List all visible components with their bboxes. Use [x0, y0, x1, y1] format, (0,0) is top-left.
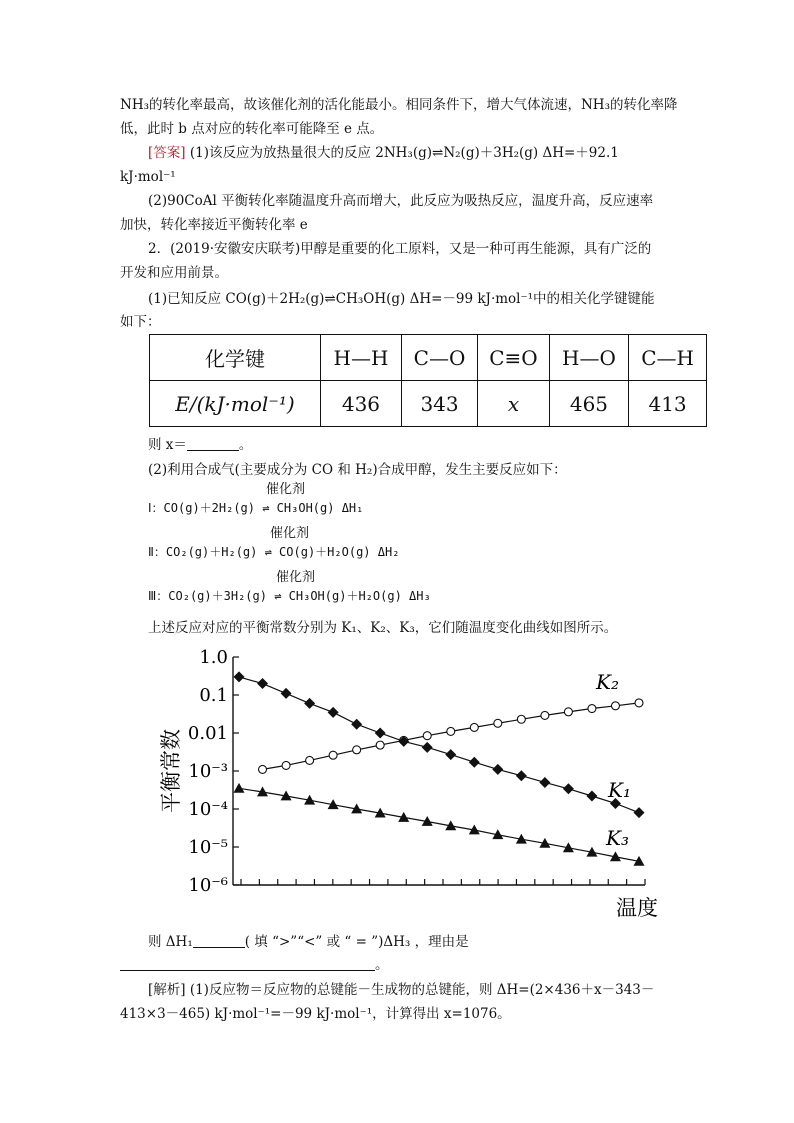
data-point-circle: [259, 765, 267, 773]
data-point-diamond: [257, 678, 268, 689]
data-point-circle: [306, 756, 314, 764]
answer-line: [148, 143, 619, 163]
series-label-K₃: K₃: [606, 826, 629, 850]
answer-blank-reason[interactable]: [120, 956, 375, 971]
text-line-5: (2)90CoAl 平衡转化率随温度升高而增大，此反应为吸热反应，温度升高，反应速率: [148, 193, 654, 209]
table-cell: 343: [401, 381, 477, 427]
blank-x-line: [148, 435, 252, 455]
data-point-diamond: [516, 770, 527, 781]
table-header-cell: 化学键: [150, 335, 321, 381]
series-line-3: [239, 788, 639, 861]
text-line-13: 上述反应对应的平衡常数分别为 K₁、K₂、K₃，它们随温度变化曲线如图所示。: [148, 620, 618, 636]
solution-line-1: [解析] (1)反应物＝反应物的总键能－生成物的总键能，则 ΔH=(2×436＋x－343－: [148, 982, 655, 998]
reaction-2: Ⅱ：CO₂(g)＋H₂(g) ⇌ CO(g)＋H₂O(g) ΔH₂: [148, 545, 400, 559]
data-point-circle: [353, 746, 361, 754]
table-row-label: E/(kJ·mol⁻¹): [150, 381, 321, 427]
answer-blank-dh[interactable]: [193, 933, 245, 948]
answer-blank[interactable]: [187, 436, 239, 451]
bond-energy-table: [149, 334, 707, 427]
data-point-circle: [635, 699, 643, 707]
data-point-circle: [517, 715, 525, 723]
reaction-1: Ⅰ：CO(g)＋2H₂(g) ⇌ CH₃OH(g) ΔH₁: [148, 501, 364, 515]
table-cell: 465: [549, 381, 628, 427]
data-point-diamond: [445, 749, 456, 760]
data-point-diamond: [351, 719, 362, 730]
table-header-cell: C—O: [401, 335, 477, 381]
data-point-diamond: [281, 688, 292, 699]
question-2-title: 2．(2019·安徽安庆联考)甲醇是重要的化工原料，又是一种可再生能源，具有广泛的: [148, 241, 652, 257]
text-line-8: 开发和应用前景。: [120, 265, 228, 281]
data-point-diamond: [398, 736, 409, 747]
table-cell: 413: [629, 381, 707, 427]
text-line-6: 加快，转化率接近平衡转化率 e: [120, 217, 308, 233]
equilibrium-constant-chart: [0, 645, 794, 925]
data-point-circle: [329, 751, 337, 759]
data-point-circle: [588, 705, 596, 713]
question-line: [148, 932, 469, 952]
text-line-10: 如下：: [120, 314, 161, 330]
blank-x-prefix: 则 x＝: [148, 437, 187, 453]
text-line-1: NH₃的转化率最高，故该催化剂的活化能最小。相同条件下，增大气体流速，NH₃的转化率降: [120, 97, 678, 113]
data-point-diamond: [304, 698, 315, 709]
y-tick-label: 10⁻³: [188, 761, 228, 782]
catalyst-label-3: 催化剂: [276, 570, 316, 585]
data-point-circle: [611, 702, 619, 710]
blank-x-suffix: 。: [238, 437, 253, 453]
y-tick-label: 10⁻⁵: [188, 837, 228, 858]
text-line-2: 低，此时 b 点对应的转化率可能降至 e 点。: [120, 121, 384, 137]
reaction-3: Ⅲ：CO₂(g)＋3H₂(g) ⇌ CH₃OH(g)＋H₂O(g) ΔH₃: [148, 589, 431, 603]
series-label-K₂: K₂: [596, 670, 619, 694]
y-tick-label: 0.01: [187, 723, 228, 744]
table-header-cell: C≡O: [478, 335, 550, 381]
y-axis-label: 平衡常数: [159, 729, 183, 813]
data-point-diamond: [539, 777, 550, 788]
series-line-2: [239, 677, 639, 813]
table-header-cell: C—H: [629, 335, 707, 381]
data-point-circle: [376, 741, 384, 749]
data-point-circle: [541, 711, 549, 719]
data-point-diamond: [634, 807, 645, 818]
data-point-diamond: [234, 671, 245, 682]
text-line-9: (1)已知反应 CO(g)＋2H₂(g)⇌CH₃OH(g) ΔH=－99 kJ·mol⁻¹中的相关化学键键能: [148, 291, 655, 307]
data-point-circle: [470, 723, 478, 731]
reason-line: [120, 955, 389, 975]
data-point-diamond: [492, 764, 503, 775]
y-tick-label: 0.1: [199, 685, 228, 706]
question-mid: ( 填 “>”“<” 或 “ = ”)ΔH₃ ，理由是: [244, 934, 469, 950]
data-point-circle: [282, 761, 290, 769]
y-tick-label: 10⁻⁶: [188, 875, 228, 896]
data-point-triangle: [234, 783, 245, 793]
answer-tag: [答案]: [148, 145, 186, 161]
data-point-diamond: [469, 757, 480, 768]
data-point-diamond: [375, 728, 386, 739]
y-tick-label: 1.0: [199, 647, 228, 668]
solution-line-2: 413×3－465) kJ·mol⁻¹=－99 kJ·mol⁻¹，计算得出 x=1076。: [120, 1006, 511, 1022]
x-axis-label: 温度: [616, 896, 658, 920]
data-point-circle: [423, 732, 431, 740]
table-cell: x: [478, 381, 550, 427]
table-cell: 436: [321, 381, 402, 427]
table-header-row: [150, 335, 707, 381]
question-prefix: 则 ΔH₁: [148, 934, 193, 950]
text-line-12: (2)利用合成气(主要成分为 CO 和 H₂)合成甲醇，发生主要反应如下：: [148, 462, 567, 478]
reason-end: 。: [375, 957, 389, 973]
data-point-diamond: [586, 790, 597, 801]
data-point-diamond: [422, 742, 433, 753]
y-tick-label: 10⁻⁴: [188, 799, 228, 820]
data-point-diamond: [563, 783, 574, 794]
table-row: [150, 381, 707, 427]
catalyst-label-2: 催化剂: [270, 526, 310, 541]
data-point-diamond: [328, 707, 339, 718]
answer-text: (1)该反应为放热量很大的反应 2NH₃(g)⇌N₂(g)＋3H₂(g) ΔH=＋92.1: [189, 145, 619, 161]
table-header-cell: H—O: [549, 335, 628, 381]
series-label-K₁: K₁: [608, 778, 631, 802]
data-point-circle: [447, 727, 455, 735]
data-point-circle: [494, 719, 502, 727]
table-header-cell: H—H: [321, 335, 402, 381]
catalyst-label-1: 催化剂: [266, 482, 306, 497]
text-line-4: kJ·mol⁻¹: [120, 169, 176, 185]
data-point-circle: [564, 708, 572, 716]
